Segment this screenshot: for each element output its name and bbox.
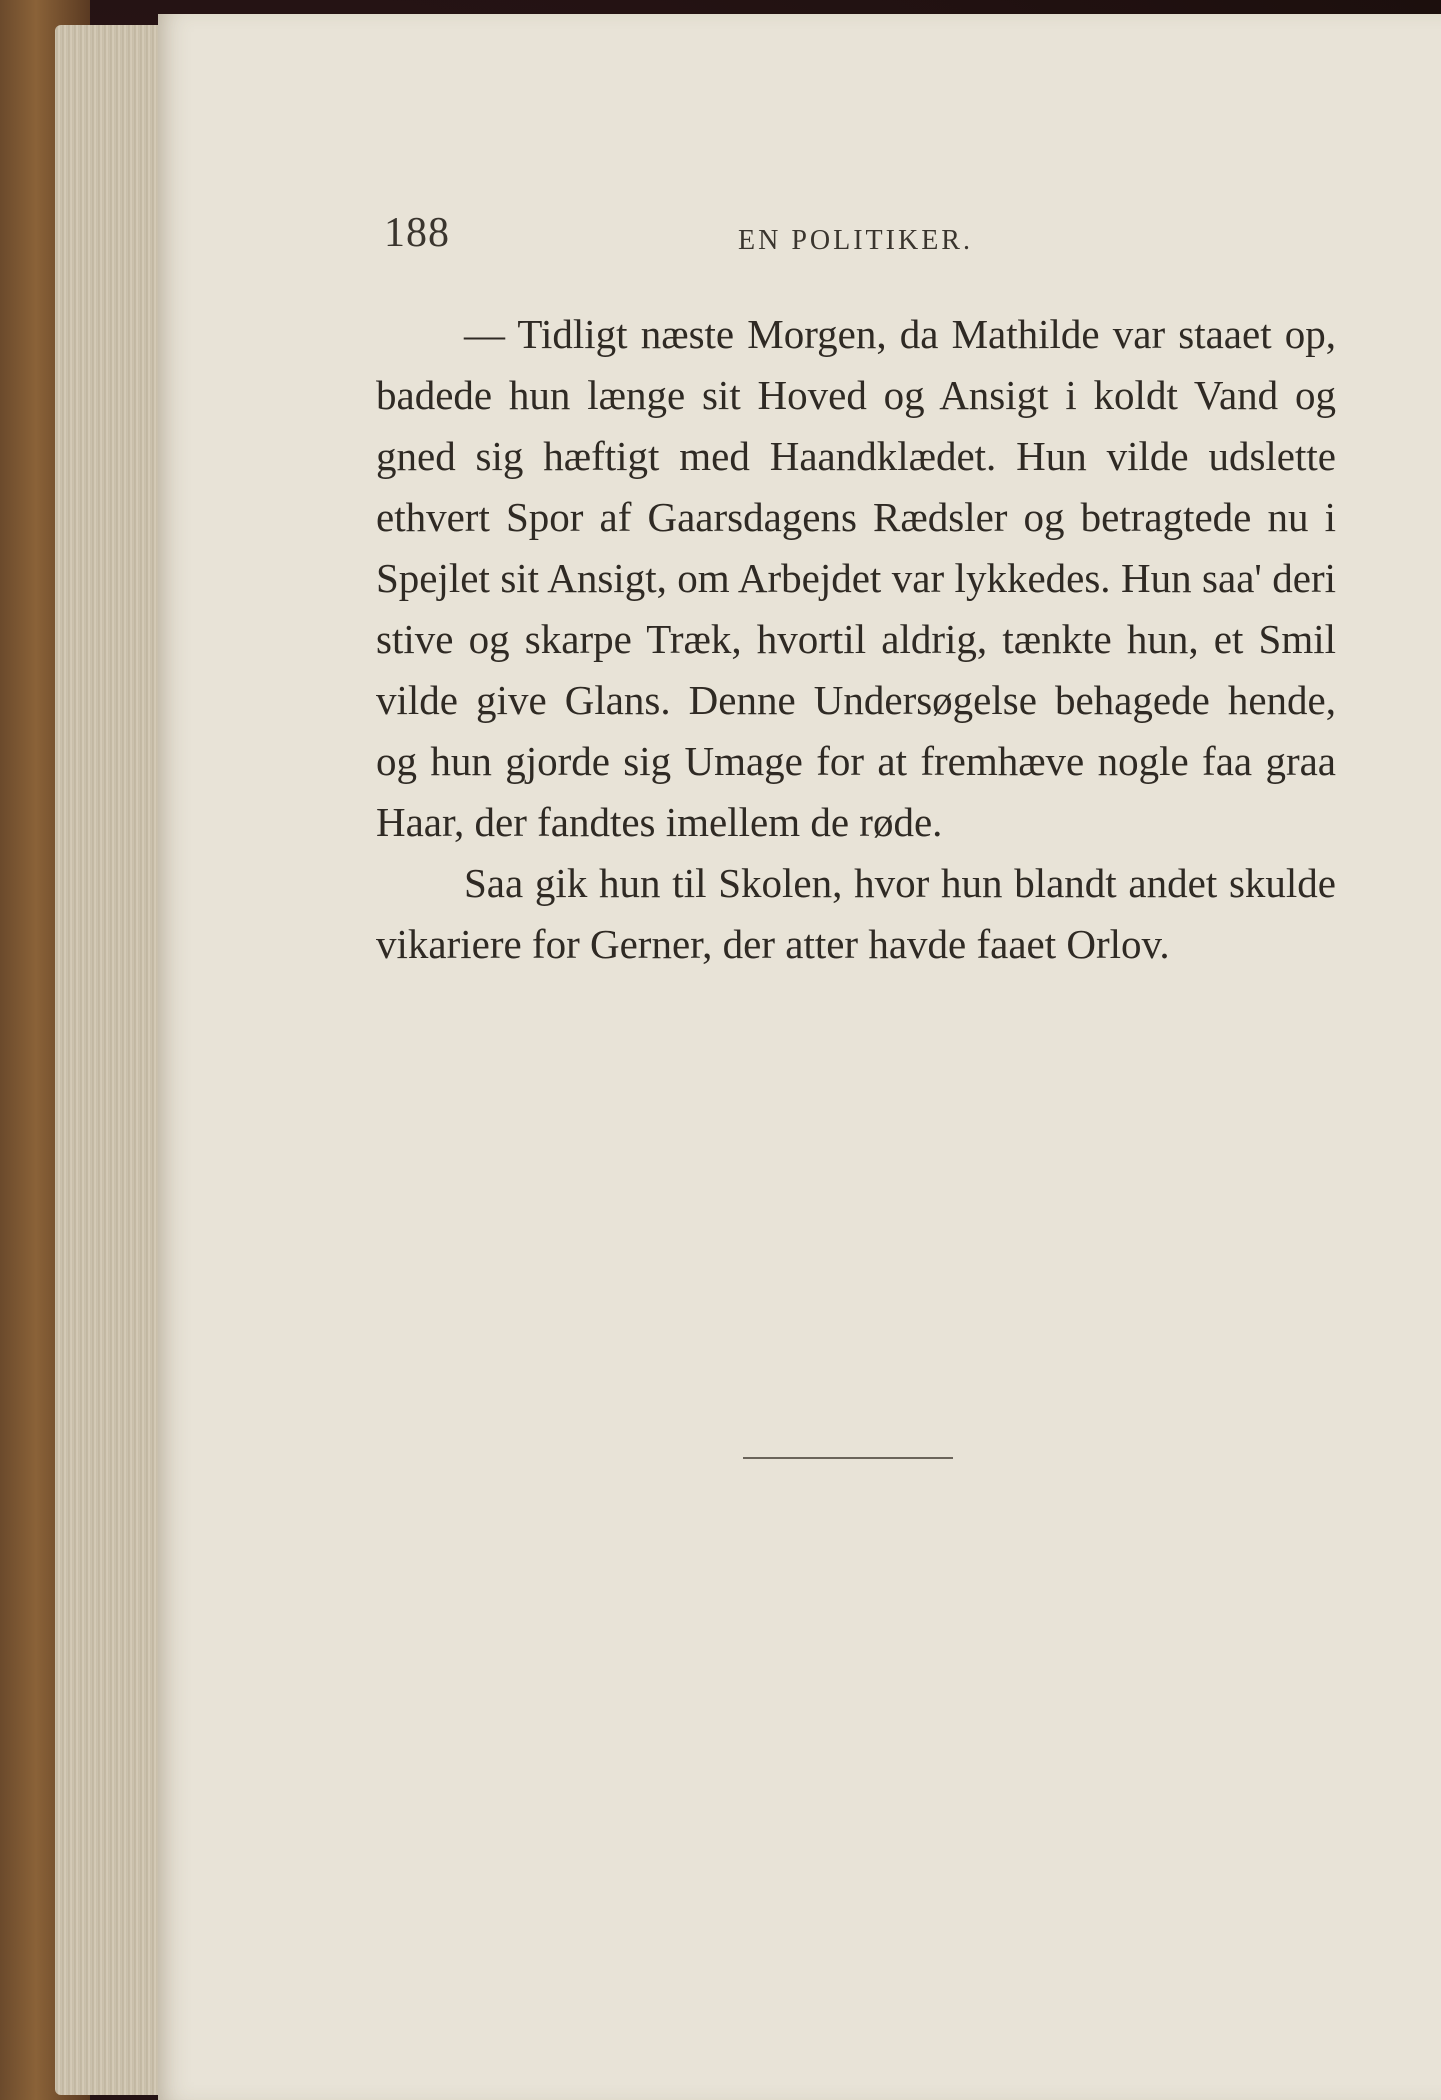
paragraph-2: Saa gik hun til Skolen, hvor hun blandt andet skulde vikariere for Gerner, der atter havde faaet Orlov. bbox=[376, 860, 1336, 967]
page-number: 188 bbox=[384, 210, 450, 256]
book-page bbox=[158, 14, 1441, 2100]
chapter-end-rule bbox=[743, 1457, 953, 1459]
page-header bbox=[158, 209, 1441, 269]
page-edges bbox=[55, 25, 175, 2095]
paragraph-1: — Tidligt næste Morgen, da Mathilde var staaet op, badede hun længe sit Hoved og Ansigt i koldt Vand og gned sig hæftigt med Haandklædet. Hun vilde udslette ethvert Spor af Gaarsdagens Rædsler og betragtede nu i Spejlet sit Ansigt, om Arbejdet var lykkedes. Hun saa' deri stive og skarpe Træk, hvortil aldrig, tænkte hun, et Smil vilde give Glans. Denne Undersøgelse behagede hende, og hun gjorde sig Umage for at fremhæve nogle faa graa Haar, der fandtes imellem de røde. bbox=[376, 311, 1336, 845]
running-head: EN POLITIKER. bbox=[738, 225, 973, 256]
body-text bbox=[376, 304, 1336, 975]
